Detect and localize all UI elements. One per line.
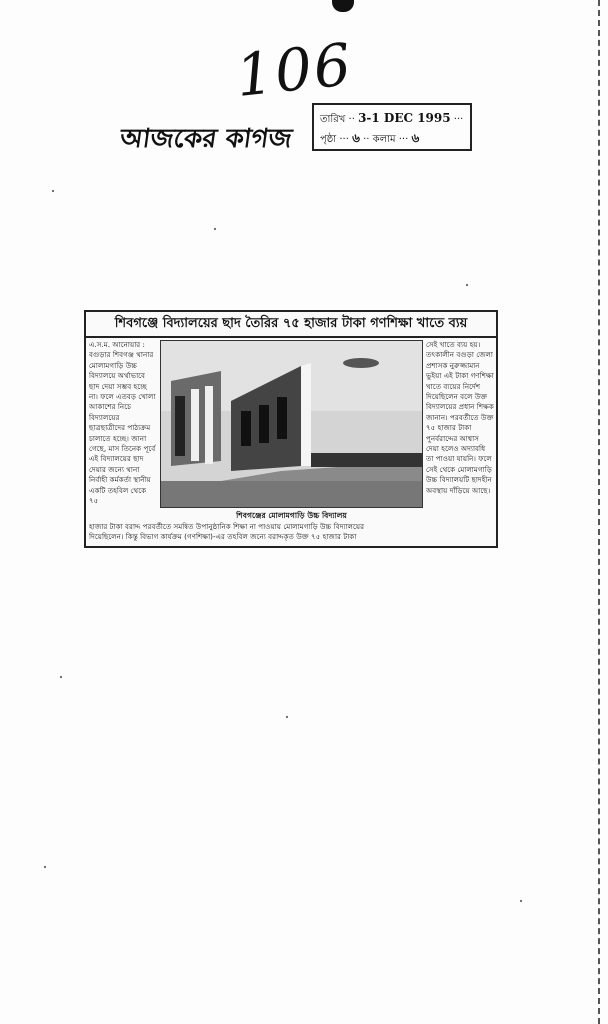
- article-bottom-line-2: দিয়েছিলেন। কিন্তু বিভাগ কার্যক্রম (গণশিক্ষা)-এর তহবিল জন্যে বরাদ্দকৃত উক্ত ৭৫ হাজার টাকা: [89, 532, 357, 541]
- photo-caption: শিবগঞ্জের মোলামগাড়ি উচ্চ বিদ্যালয়: [236, 511, 347, 520]
- stamp-column-label: কলাম: [372, 134, 396, 145]
- archive-stamp: তারিখ ·· 3-1 DEC 1995 ··· পৃষ্ঠা ··· ৬ ·· কলাম ··· ৬: [312, 103, 472, 151]
- scan-speck: [214, 228, 216, 230]
- scan-speck: [60, 676, 62, 678]
- scan-speck: [466, 284, 468, 286]
- handwritten-page-number: 106: [232, 30, 356, 110]
- scan-speck: [44, 866, 46, 868]
- article-left-column: এ.স.ম. আনোয়ার : বগুড়ার শিবগঞ্জ থানার মোলামগাড়ি উচ্চ বিদ্যালয়ে অর্থাভাবে ছাদ দেয়া সম্ভব হচ্ছে না। ফলে এতবড় খোলা আকাশের নিচে বিদ্যালয়ের ছাত্রছাত্রীদের পাঠ্যক্রম চালাতে হচ্ছে। জানা গেছে, মাস তিনেক পূর্বে এই বিদ্যালয়ের ছাদ দেয়ার জন্যে থানা নির্বাহী কর্মকর্তা স্থানীয় একটি তহবিল থেকে ৭৫: [89, 340, 156, 506]
- article-bottom-line-1: হাজার টাকা বরাদ্দ পরবর্তীতে সমন্বিত উপানুষ্ঠানিক শিক্ষা না পাওয়ায় মোলামগাড়ি উচ্চ বিদ্যালয়ের: [89, 522, 365, 531]
- scan-speck: [520, 900, 522, 902]
- stamp-page-label: পৃষ্ঠা: [320, 134, 337, 145]
- newspaper-clipping: [84, 310, 498, 548]
- stamp-column-value: ৬: [411, 131, 420, 145]
- binder-notch: [332, 0, 354, 12]
- scan-speck: [52, 190, 54, 192]
- school-building-photo: [160, 340, 423, 508]
- article-right-column: সেই খাতে ব্যয় হয়। তৎকালীন বগুড়া জেলা প্রশাসক নুরুজ্জামান ভুইয়া এই টাকা গণশিক্ষা খাতে ব্যয়ের নির্দেশ দিয়েছিলেন বলে উক্ত বিদ্যালয়ের প্রধান শিক্ষক জানান। পরবর্তীতে উক্ত ৭৫ হাজার টাকা পুনর্বরাদ্দের আশ্বাস দেয়া হলেও অদ্যাবধি তা পাওয়া যায়নি। ফলে সেই থেকে মোলামগাড়ি উচ্চ বিদ্যালয়টি ছাদহীন অবস্থায় দাঁড়িয়ে আছে।: [426, 340, 494, 495]
- stamp-page-value: ৬: [352, 131, 360, 145]
- school-building-image: [161, 341, 422, 507]
- stamp-date-value: 3-1 DEC 1995: [358, 111, 451, 125]
- stamp-date-label: তারিখ: [320, 114, 346, 125]
- article-headline: শিবগঞ্জে বিদ্যালয়ের ছাদ তৈরির ৭৫ হাজার টাকা গণশিক্ষা খাতে ব্যয়: [86, 312, 496, 338]
- scan-speck: [286, 716, 288, 718]
- newspaper-name: আজকের কাগজ: [118, 124, 294, 154]
- page-edge-shadow: [598, 0, 606, 1024]
